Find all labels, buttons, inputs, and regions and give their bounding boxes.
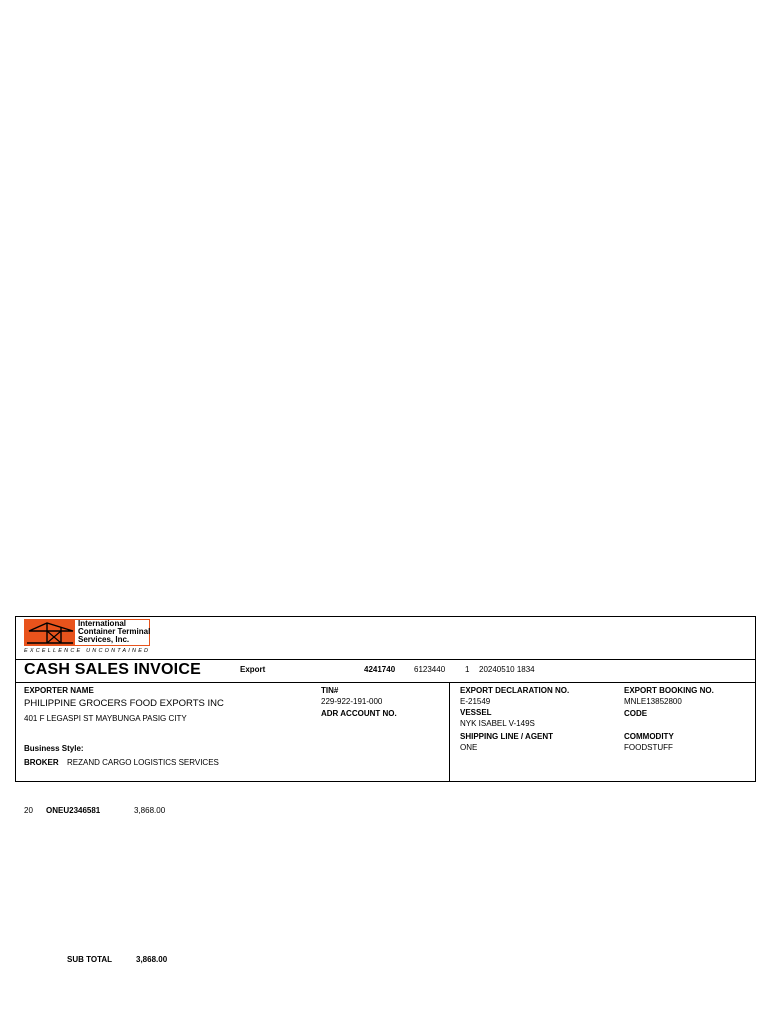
broker-label: BROKER [24,758,59,767]
code-label: CODE [624,709,648,718]
container-size: 20 [24,806,33,815]
export-booking-label: EXPORT BOOKING NO. [624,686,714,695]
tin-label: TIN# [321,686,339,695]
subtotal-label: SUB TOTAL [67,955,113,964]
title-divider [15,682,756,683]
crane-icon [25,620,75,645]
exporter-address: 401 F LEGASPI ST MAYBUNGA PASIG CITY [24,714,187,723]
adr-account-label: ADR ACCOUNT NO. [321,709,397,718]
invoice-number: 4241740 [364,665,396,674]
export-declaration-label: EXPORT DECLARATION NO. [460,686,570,695]
invoice-type: Export [240,665,266,674]
logo-tagline: EXCELLENCE UNCONTAINED [24,648,151,654]
reference-number: 6123440 [414,665,446,674]
commodity-value: FOODSTUFF [624,743,673,752]
header-divider [15,659,756,660]
tin-value: 229-922-191-000 [321,697,383,706]
vessel-label: VESSEL [460,708,492,717]
column-divider [449,682,450,782]
export-booking-value: MNLE13852800 [624,697,682,706]
invoice-datetime: 20240510 1834 [479,665,535,674]
company-logo [24,619,152,656]
logo-name: International Container Terminal Services, Inc. [78,619,151,644]
invoice-title: CASH SALES INVOICE [24,661,201,678]
business-style-label: Business Style: [24,744,84,753]
vessel-value: NYK ISABEL V-149S [460,719,535,728]
export-declaration-value: E-21549 [460,697,491,706]
container-number: ONEU2346581 [46,806,101,815]
line-item-amount: 3,868.00 [134,806,166,815]
copy-number: 1 [465,665,470,674]
shipping-line-label: SHIPPING LINE / AGENT [460,732,554,741]
exporter-name: PHILIPPINE GROCERS FOOD EXPORTS INC [24,698,224,709]
shipping-line-value: ONE [460,743,478,752]
broker-name: REZAND CARGO LOGISTICS SERVICES [67,758,219,767]
exporter-name-label: EXPORTER NAME [24,686,94,695]
subtotal-value: 3,868.00 [136,955,168,964]
commodity-label: COMMODITY [624,732,674,741]
